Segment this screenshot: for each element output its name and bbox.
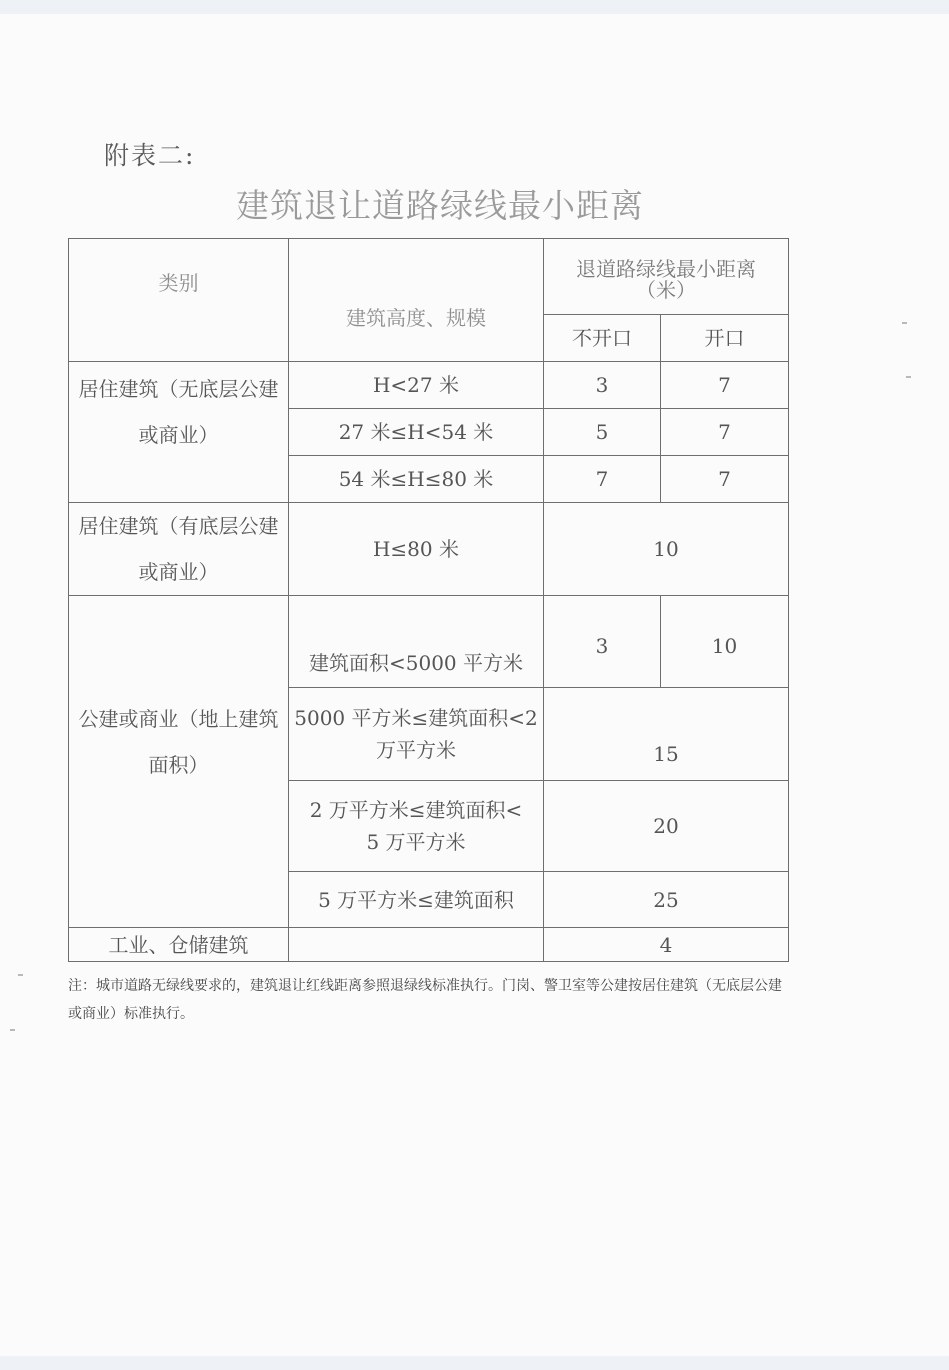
header-distance-title: 退道路绿线最小距离: [576, 256, 756, 281]
height-cell: H≤80 米: [289, 503, 544, 596]
distance-opening: 10: [661, 596, 789, 688]
distance-opening: 7: [661, 362, 789, 409]
distance-opening: 7: [661, 456, 789, 503]
distance-merged: 25: [544, 872, 789, 928]
category-residential-with-podium: 居住建筑（有底层公建或商业）: [69, 503, 289, 596]
distance-merged: 20: [544, 781, 789, 872]
table-title: 建筑退让道路绿线最小距离: [236, 186, 644, 225]
header-row-1: [69, 239, 789, 315]
table-row: [69, 503, 789, 596]
header-height-scale: 建筑高度、规模: [289, 239, 544, 362]
category-public-commercial: 公建或商业（地上建筑面积）: [69, 596, 289, 928]
scale-cell: 2 万平方米≤建筑面积<5 万平方米: [289, 781, 544, 872]
scale-cell: 5000 平方米≤建筑面积<2 万平方米: [289, 688, 544, 781]
distance-no-opening: 7: [544, 456, 661, 503]
scan-speck: [10, 1029, 15, 1031]
document-page: [0, 14, 949, 1356]
table-note: 注：城市道路无绿线要求的，建筑退让红线距离参照退绿线标准执行。门岗、警卫室等公建按居住建筑（无底层公建或商业）标准执行。: [68, 978, 782, 1022]
appendix-label: 附表二:: [104, 141, 196, 170]
viewer-background: [0, 1356, 949, 1370]
scale-cell: 5 万平方米≤建筑面积: [289, 872, 544, 928]
category-residential-no-podium: 居住建筑（无底层公建或商业）: [69, 362, 289, 503]
distance-merged: 10: [544, 503, 789, 596]
header-opening: 开口: [661, 315, 789, 362]
distance-opening: 7: [661, 409, 789, 456]
distance-merged: 15: [544, 688, 789, 781]
header-no-opening: 不开口: [544, 315, 661, 362]
distance-merged: 4: [544, 928, 789, 962]
height-cell: 54 米≤H≤80 米: [289, 456, 544, 503]
header-distance-unit: （米）: [636, 277, 696, 302]
distance-no-opening: 5: [544, 409, 661, 456]
header-category: 类别: [69, 239, 289, 362]
distance-no-opening: 3: [544, 596, 661, 688]
table-row: [69, 362, 789, 409]
scale-cell: [289, 928, 544, 962]
height-cell: H<27 米: [289, 362, 544, 409]
header-distance: [544, 239, 789, 315]
scale-cell: 建筑面积<5000 平方米: [289, 596, 544, 688]
setback-table: [68, 238, 789, 962]
height-cell: 27 米≤H<54 米: [289, 409, 544, 456]
scan-speck: [902, 322, 907, 324]
distance-no-opening: 3: [544, 362, 661, 409]
scan-speck: [18, 974, 23, 976]
table-row: [69, 596, 789, 688]
table-row: [69, 928, 789, 962]
category-industrial: 工业、仓储建筑: [69, 928, 289, 962]
scan-speck: [906, 376, 911, 378]
